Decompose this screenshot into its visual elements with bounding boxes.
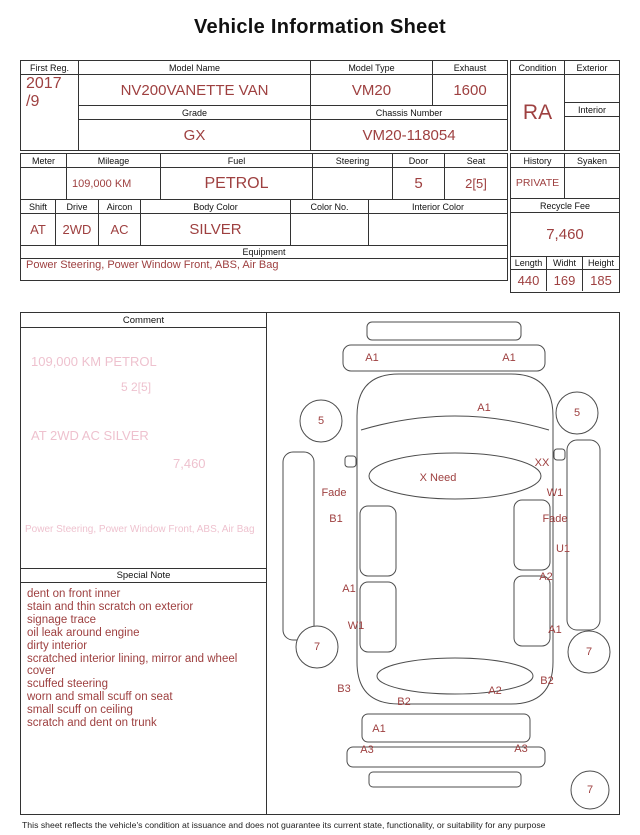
door-label: Door xyxy=(393,154,445,168)
interior-color-value xyxy=(369,214,507,245)
aircon-value: AC xyxy=(99,214,141,245)
first-reg-year: 2017 xyxy=(26,75,62,92)
model-name-label: Model Name xyxy=(79,61,311,75)
condition-detail-box xyxy=(20,312,620,815)
interior-color-label: Interior Color xyxy=(369,200,507,214)
syaken-value xyxy=(565,168,619,199)
damage-marker: A1 xyxy=(477,402,491,414)
body-color-label: Body Color xyxy=(141,200,291,214)
seat-label: Seat xyxy=(445,154,507,168)
damage-marker: A3 xyxy=(514,743,528,755)
recycle-fee-value: 7,460 xyxy=(511,213,619,257)
damage-marker: 7 xyxy=(313,641,321,653)
fuel-value: PETROL xyxy=(161,168,313,199)
special-note-item: scratch and dent on trunk xyxy=(27,717,157,730)
seat-value: 2[5] xyxy=(465,176,487,191)
model-name-value: NV200VANETTE VAN xyxy=(79,75,311,106)
interior-label: Interior xyxy=(565,103,619,117)
exterior-interior-column xyxy=(565,75,619,150)
footer-disclaimer: This sheet reflects the vehicle's condition at issuance and does not guarantee its current state, functionality, or suitability for any purpose xyxy=(22,820,546,830)
width-label: Widht xyxy=(547,257,583,270)
grade-label: Grade xyxy=(79,106,311,120)
damage-marker: 7 xyxy=(585,646,593,658)
special-note-item: dent on front inner xyxy=(27,588,121,600)
color-no-label: Color No. xyxy=(291,200,369,214)
damage-marker: A1 xyxy=(548,624,562,636)
page-title: Vehicle Information Sheet xyxy=(193,16,446,38)
damage-marker: A3 xyxy=(360,744,374,756)
watermark-text: AT 2WD AC SILVER xyxy=(31,428,149,443)
watermark-text: Power Steering, Power Window Front, ABS, Air Bag xyxy=(25,524,255,535)
height-label: Height xyxy=(583,257,619,270)
damage-marker: XX xyxy=(534,457,550,469)
condition-value: RA xyxy=(511,75,565,150)
meter-value xyxy=(21,168,67,199)
special-note-item: dirty interior xyxy=(27,639,88,652)
steering-label: Steering xyxy=(313,154,393,168)
exterior-label: Exterior xyxy=(565,61,619,75)
damage-marker: A1 xyxy=(342,583,356,595)
vehicle-info-table xyxy=(20,60,508,151)
fuel-label: Fuel xyxy=(161,154,313,168)
watermark-text: 5 2[5] xyxy=(121,380,152,394)
height-value: 185 xyxy=(590,273,612,288)
exhaust-value: 1600 xyxy=(433,75,507,106)
damage-marker: A1 xyxy=(502,352,516,364)
damage-marker: Fade xyxy=(321,487,347,499)
damage-marker: X Need xyxy=(419,472,457,484)
first-reg-value xyxy=(21,75,79,150)
comment-panel xyxy=(21,313,267,814)
width-value: 169 xyxy=(547,270,583,291)
drive-label: Drive xyxy=(56,200,99,214)
special-note-item: oil leak around engine xyxy=(27,626,140,639)
drive-value: 2WD xyxy=(56,214,99,245)
aircon-label: Aircon xyxy=(99,200,141,214)
steering-value xyxy=(313,168,393,199)
syaken-label: Syaken xyxy=(565,154,619,168)
damage-marker: 5 xyxy=(317,415,325,427)
comment-body xyxy=(21,328,266,568)
damage-marker: 5 xyxy=(573,407,581,419)
damage-marker: 7 xyxy=(586,784,594,796)
body-color-value: SILVER xyxy=(141,214,291,245)
special-note-item: scratched interior lining, mirror and wheel cover xyxy=(27,652,238,678)
damage-marker: U1 xyxy=(555,543,571,555)
shift-value: AT xyxy=(21,214,56,245)
damage-marker: B2 xyxy=(540,675,554,687)
chassis-number-value: VM20-118054 xyxy=(362,126,456,144)
comment-header: Comment xyxy=(21,313,266,328)
model-type-value: VM20 xyxy=(311,75,433,106)
condition-panel xyxy=(510,60,620,151)
watermark-text: 109,000 KM PETROL xyxy=(31,354,157,369)
diagram-marker-layer xyxy=(267,316,619,812)
damage-marker: A2 xyxy=(488,685,502,697)
length-label: Length xyxy=(511,257,547,270)
damage-marker: B1 xyxy=(329,513,343,525)
watermark-text: 7,460 xyxy=(173,456,206,471)
mileage-value: 109,000 KM xyxy=(67,168,161,199)
condition-label: Condition xyxy=(511,61,565,75)
special-note-item: small scuff on ceiling xyxy=(27,704,133,717)
color-no-value xyxy=(291,214,369,245)
special-note-header: Special Note xyxy=(21,568,266,583)
history-panel xyxy=(510,153,620,293)
first-reg-month: /9 xyxy=(26,93,40,110)
special-note-item: worn and small scuff on seat xyxy=(27,691,173,704)
grade-value: GX xyxy=(79,120,311,150)
equipment-value: Power Steering, Power Window Front, ABS, Air Bag xyxy=(26,259,279,271)
damage-marker: B3 xyxy=(337,683,351,695)
specs-table xyxy=(20,153,508,281)
special-note-item: signage trace xyxy=(27,613,97,626)
damage-marker: Fade xyxy=(542,513,568,525)
history-value: PRIVATE xyxy=(511,168,565,199)
chassis-number-label: Chassis Number xyxy=(311,106,507,120)
mileage-label: Mileage xyxy=(67,154,161,168)
length-value: 440 xyxy=(511,270,547,291)
damage-marker: W1 xyxy=(347,620,365,632)
damage-marker: B2 xyxy=(397,696,411,708)
shift-label: Shift xyxy=(21,200,56,214)
exhaust-label: Exhaust xyxy=(433,61,507,75)
special-note-item: scuffed steering xyxy=(27,678,108,691)
recycle-fee-label: Recycle Fee xyxy=(511,199,619,213)
equipment-label: Equipment xyxy=(21,246,507,259)
damage-marker: W1 xyxy=(546,487,564,499)
damage-marker: A1 xyxy=(372,723,386,735)
history-label: History xyxy=(511,154,565,168)
damage-diagram xyxy=(267,316,619,812)
damage-marker: A1 xyxy=(365,352,379,364)
special-note-list xyxy=(21,583,266,735)
meter-label: Meter xyxy=(21,154,67,168)
damage-marker: A2 xyxy=(539,571,553,583)
model-type-label: Model Type xyxy=(311,61,433,75)
door-value: 5 xyxy=(393,168,445,199)
exterior-grade-box xyxy=(565,75,619,103)
special-note-item: stain and thin scratch on exterior xyxy=(27,600,194,613)
first-reg-label: First Reg. xyxy=(21,61,79,75)
